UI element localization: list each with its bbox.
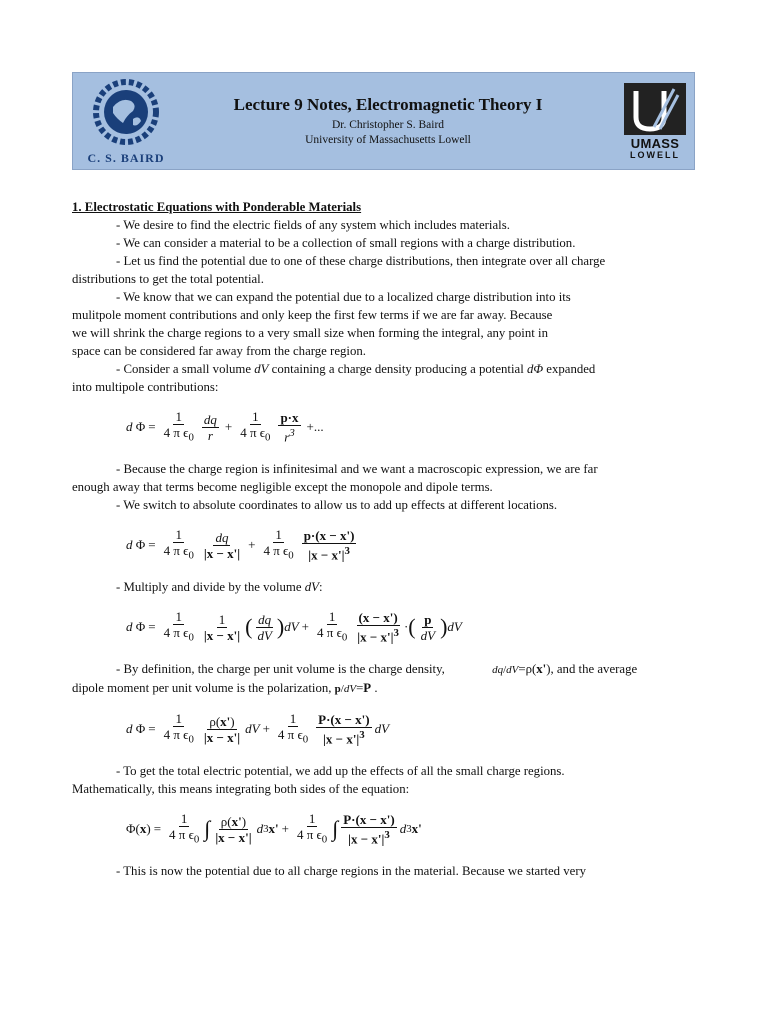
- paragraph: - We desire to find the electric fields of any system which includes materials.: [116, 218, 510, 232]
- umass-mark-icon: [624, 83, 686, 135]
- paragraph: - Consider a small volume dV containing a charge density producing a potential dΦ expanded: [116, 362, 596, 376]
- paragraph: - By definition, the charge per unit volume is the charge density, dq/dV=ρ(x'), and the average: [116, 662, 638, 676]
- paragraph-continued: Mathematically, this means integrating both sides of the equation:: [72, 782, 410, 796]
- equation-multipole: d Φ = $\frac{1}{4 \pi \epsilon_0}$ $\frac{dq}{r}$ + $\frac{1}{4 \pi \epsilon_0}$ $\frac{p\cdot x}{r^3}$ +...: [126, 408, 324, 445]
- paragraph: - Let us find the potential due to one of these charge distributions, then integrate over all charge: [116, 254, 606, 268]
- paragraph-continued: enough away that terms become negligible except the monopole and dipole terms.: [72, 480, 493, 494]
- equation-absolute-coords: d Φ = $\frac{1}{4 \pi \epsilon_0}$ $\frac{dq}{|x - x'|}$ + $\frac{1}{4 \pi \epsilon_0}$ $\frac{p\cdot(x - x')}{|x - x'|^3}$: [126, 526, 355, 563]
- logo-lowell-text: LOWELL: [630, 150, 680, 160]
- equation-density: d Φ = $\frac{1}{4 \pi \epsilon_0}$ $\frac{\rho(x')}{|x - x'|}$ dV + $\frac{1}{4 \pi \epsilon_0}$ $\frac{P\cdot(x - x')}{|x - x'|^3}$ dV: [126, 710, 390, 747]
- globe-gear-icon: [93, 79, 159, 145]
- paragraph: - Multiply and divide by the volume dV:: [116, 580, 323, 594]
- document-body: [72, 198, 692, 880]
- page-title: Lecture 9 Notes, Electromagnetic Theory I: [233, 95, 543, 114]
- title-block: [183, 95, 593, 148]
- paragraph: - We switch to absolute coordinates to allow us to add up effects at different locations.: [116, 498, 558, 512]
- institution: University of Massachusetts Lowell: [305, 134, 471, 146]
- paragraph-continued: into multipole contributions:: [72, 380, 219, 394]
- paragraph-continued: dipole moment per unit volume is the polarization, p/dV=P .: [72, 681, 378, 695]
- paragraph: - We know that we can expand the potential due to a localized charge distribution into its: [116, 290, 571, 304]
- logo-caption: C. S. BAIRD: [87, 151, 165, 165]
- logo-umass-text: UMASS: [630, 136, 680, 151]
- paragraph-continued: mulitpole moment contributions and only keep the first few terms if we are far away. Because: [72, 308, 553, 322]
- author: Dr. Christopher S. Baird: [331, 119, 445, 131]
- paragraph: - This is now the potential due to all charge regions in the material. Because we started very: [116, 864, 587, 878]
- equation-integral: Φ( x ) = $\frac{1}{4 \pi \epsilon_0}$ ∫ $\frac{\rho(x')}{|x - x'|}$ d 3 x' + $\frac{1}{4 \pi \epsilon_0}$ ∫ $\frac{P\cdot(x - x')}{|x - x'|^3}$ d 3 x': [126, 810, 422, 847]
- section-heading: 1. Electrostatic Equations with Ponderable Materials: [72, 200, 362, 214]
- paragraph: - Because the charge region is infinitesimal and we want a macroscopic expression, we are far: [116, 462, 598, 476]
- equation-volume: d Φ = $\frac{1}{4 \pi \epsilon_0}$ $\frac{1}{|x - x'|}$ ( $\frac{dq}{dV}$ ) dV + $\frac{1}{4 \pi \epsilon_0}$ $\frac{(x - x')}{|x - x'|^3}$ · ( $\frac{p}{dV}$ ) dV: [126, 608, 462, 645]
- cs-baird-logo: [83, 79, 169, 165]
- header-banner: [72, 72, 695, 170]
- paragraph-continued: distributions to get the total potential.: [72, 272, 264, 286]
- paragraph-continued: we will shrink the charge regions to a very small size when forming the integral, any point in: [72, 326, 548, 340]
- umass-lowell-logo: [624, 83, 686, 163]
- paragraph: - To get the total electric potential, we add up the effects of all the small charge regions.: [116, 764, 565, 778]
- paragraph-continued: space can be considered far away from the charge region.: [72, 344, 366, 358]
- paragraph: - We can consider a material to be a collection of small regions with a charge distribution.: [116, 236, 576, 250]
